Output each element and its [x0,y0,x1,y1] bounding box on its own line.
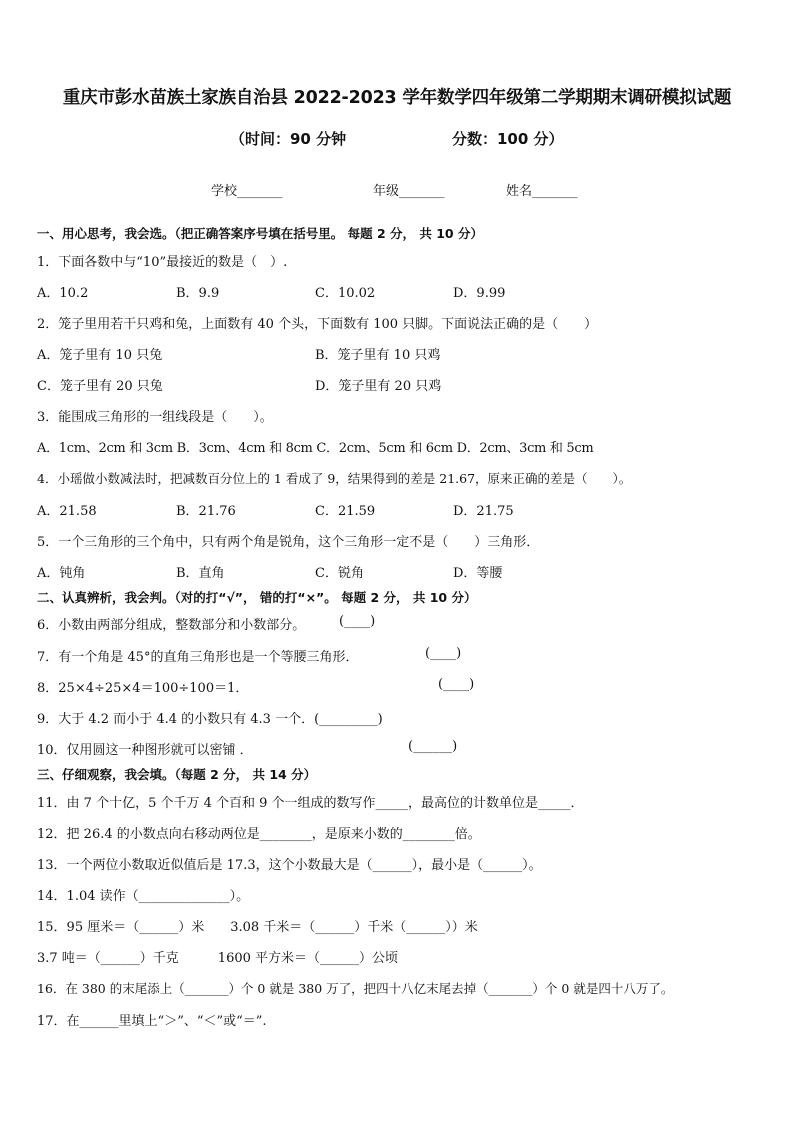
q5-option-b: B．直角 [176,566,225,581]
question-8: 8．25×4÷25×4＝100÷100＝1． [37,681,249,696]
q4-option-c: C．21.59 [315,504,376,519]
q2-option-b: B．笼子里有 10 只鸡 [315,348,441,363]
q1-option-a: A．10.2 [37,286,89,301]
exam-title: 重庆市彭水苗族土家族自治县 2022-2023 学年数学四年级第二学期期末调研模拟试题 [62,88,732,108]
question-2: 2．笼子里用若干只鸡和兔，上面数有 40 个头，下面数有 100 只脚。下面说法正确的是（ ） [37,317,598,332]
question-12: 12．把 26.4 的小数点向右移动两位是________，是原来小数的________倍。 [37,827,481,842]
question-14: 14．1.04 读作（______________）。 [37,889,250,904]
section-3-heading: 三、仔细观察，我会填。（每题 2 分， 共 14 分） [37,767,317,782]
q1-option-b: B．9.9 [176,286,220,301]
q7-answer-blank[interactable]: (____) [425,646,462,661]
q1-option-c: C．10.02 [315,286,376,301]
section-2-heading: 二、认真辨析，我会判。（对的打“√”， 错的打“×”。 每题 2 分， 共 10 分） [37,590,477,605]
q4-option-b: B．21.76 [176,504,236,519]
question-15-line-2: 3.7 吨＝（______）千克 1600 平方米＝（______）公顷 [37,951,399,966]
question-13: 13．一个两位小数取近似值后是 17.3，这个小数最大是（______），最小是（______）。 [37,858,542,873]
name-field: 姓名_______ [506,184,578,199]
q5-option-d: D．等腰 [453,566,503,581]
q4-option-d: D．21.75 [453,504,514,519]
q5-option-a: A．钝角 [37,566,86,581]
q1-option-d: D．9.99 [453,286,506,301]
question-4: 4．小瑶做小数减法时，把减数百分位上的 1 看成了 9，结果得到的差是 21.67，原来正确的差是（ ）。 [37,471,632,486]
q8-answer-blank[interactable]: (____) [438,677,475,692]
q2-option-d: D．笼子里有 20 只鸡 [315,379,442,394]
question-16: 16．在 380 的末尾添上（_______）个 0 就是 380 万了，把四十八亿末尾去掉（_______）个 0 就是四十八万了。 [37,981,674,996]
exam-score: 分数：100 分） [452,130,564,148]
school-field: 学校_______ [211,184,283,199]
section-1-heading: 一、用心思考，我会选。（把正确答案序号填在括号里。 每题 2 分， 共 10 分） [37,226,483,241]
question-10: 10．仅用圆这一种图形就可以密铺 ． [37,743,253,758]
question-9: 9．大于 4.2 而小于 4.4 的小数只有 4.3 一个．(_________) [37,712,383,727]
question-7: 7．有一个角是 45°的直角三角形也是一个等腰三角形． [37,650,359,665]
question-3: 3．能围成三角形的一组线段是（ ）。 [37,410,273,425]
q2-option-a: A．笼子里有 10 只兔 [37,348,163,363]
exam-time: （时间：90 分钟 [230,130,347,148]
q4-option-a: A．21.58 [37,504,97,519]
question-1: 1．下面各数中与“10”最接近的数是（ ）. [37,255,288,270]
q10-answer-blank[interactable]: (______) [408,739,458,754]
q6-answer-blank[interactable]: (____) [339,614,376,629]
grade-field: 年级_______ [373,184,445,199]
question-5: 5．一个三角形的三个角中，只有两个角是锐角，这个三角形一定不是（ ）三角形． [37,535,540,550]
question-11: 11．由 7 个十亿，5 个千万 4 个百和 9 个一组成的数写作_____，最高位的计数单位是_____． [37,796,584,811]
q3-options: A．1cm、2cm 和 3cm B．3cm、4cm 和 8cm C．2cm、5cm 和 6cm D．2cm、3cm 和 5cm [37,441,594,456]
question-6: 6．小数由两部分组成，整数部分和小数部分。 [37,618,306,633]
question-17: 17．在______里填上“＞”、“＜”或“＝”. [37,1014,267,1029]
q2-option-c: C．笼子里有 20 只兔 [37,379,163,394]
question-15-line-1: 15．95 厘米＝（______）米 3.08 千米＝（______）千米（______））米 [37,920,478,935]
q5-option-c: C．锐角 [315,566,364,581]
